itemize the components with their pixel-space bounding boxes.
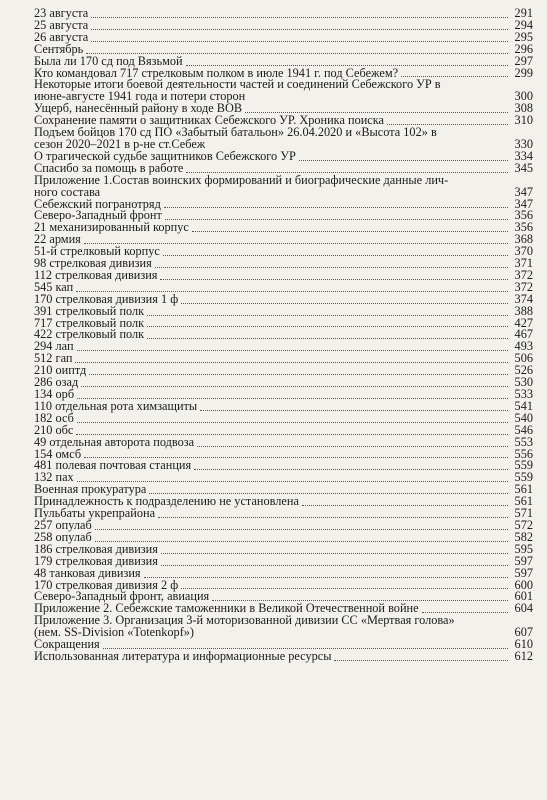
toc-entry <box>34 434 533 449</box>
toc-entry-title-line: Приложение 1.Состав воинских формирований и биографические данные лич- <box>34 172 449 187</box>
dot-leader <box>160 279 508 280</box>
toc-entry-title: 717 стрелковый полк <box>34 315 145 330</box>
toc-entry-page-number: 533 <box>514 387 533 401</box>
toc-entry-title: 170 стрелковая дивизия 2 ф <box>34 577 179 592</box>
toc-entry <box>34 460 533 472</box>
table-of-contents <box>34 8 533 663</box>
toc-entry <box>34 79 533 103</box>
toc-entry-page-number: 356 <box>514 208 533 223</box>
toc-entry-page-number: 356 <box>514 220 533 235</box>
toc-entry-title: 48 танковая дивизия <box>34 565 141 580</box>
toc-entry-page-number: 300 <box>514 89 533 104</box>
dot-leader <box>192 231 508 232</box>
toc-entry-page-number: 612 <box>514 648 533 663</box>
toc-entry-page-number: 556 <box>514 446 533 461</box>
toc-entry-title: Сохранение памяти о защитниках Себежского УР. Хроника поиска <box>34 113 385 128</box>
dot-leader <box>144 577 508 578</box>
toc-entry <box>34 648 533 663</box>
toc-entry-title: 21 механизированный корпус <box>34 220 189 235</box>
toc-entry-page-number: 493 <box>514 339 533 354</box>
toc-entry-page-number: 294 <box>514 17 533 32</box>
toc-entry-title: 25 августа <box>34 17 89 32</box>
toc-entry-title: Северо-Западный фронт, авиация <box>34 589 210 604</box>
toc-entry-title: 512 гап <box>34 351 73 366</box>
toc-entry-page-number: 561 <box>514 482 533 497</box>
toc-entry-title: 134 орб <box>34 387 75 401</box>
toc-entry-page-number: 388 <box>514 303 533 318</box>
toc-entry-page-number: 571 <box>514 506 533 521</box>
toc-entry-title-line: ного состава <box>34 184 101 199</box>
toc-entry-title <box>34 615 511 639</box>
toc-entry-page-number: 597 <box>514 553 533 568</box>
toc-entry-title: Ущерб, нанесённый району в ходе ВОВ <box>34 101 243 116</box>
toc-entry-page-number: 582 <box>514 529 533 544</box>
toc-entry-title: Пульбаты укрепрайона <box>34 506 156 521</box>
toc-entry-title: 22 армия <box>34 232 81 247</box>
toc-entry-page-number: 347 <box>514 196 533 211</box>
toc-entry-title: 49 отдельная авторота подвоза <box>34 434 195 449</box>
toc-entry <box>34 17 533 32</box>
toc-entry-page-number: 296 <box>514 41 533 56</box>
dot-leader <box>155 267 508 268</box>
dot-leader <box>302 505 508 506</box>
toc-entry-title: 186 стрелковая дивизия <box>34 541 158 556</box>
toc-entry-title: 258 опулаб <box>34 529 92 544</box>
dot-leader <box>334 660 508 661</box>
toc-entry <box>34 8 533 20</box>
toc-entry-title: 257 опулаб <box>34 517 92 532</box>
toc-entry <box>34 267 533 282</box>
toc-entry-page-number: 506 <box>514 351 533 366</box>
toc-entry-title: О трагической судьбе защитников Себежского УР <box>34 148 296 163</box>
dot-leader <box>165 219 508 220</box>
toc-entry-title: Кто командовал 717 стрелковым полком в июле 1941 г. под Себежем? <box>34 65 399 80</box>
toc-entry <box>34 222 533 234</box>
toc-entry <box>34 365 533 377</box>
dot-leader <box>91 41 508 42</box>
dot-leader <box>197 446 508 447</box>
toc-entry-title: Была ли 170 сд под Вязьмой <box>34 53 183 68</box>
toc-entry-page-number: 427 <box>514 315 533 330</box>
dot-leader <box>75 362 508 363</box>
toc-entry-page-number: 295 <box>514 29 533 44</box>
toc-entry-title: 182 осб <box>34 410 74 425</box>
toc-entry-title: Принадлежность к подразделению не установлена <box>34 494 299 509</box>
toc-entry-title: 481 полевая почтовая станция <box>34 458 192 473</box>
toc-entry-page-number: 291 <box>514 6 533 20</box>
toc-entry-page-number: 559 <box>514 458 533 473</box>
toc-entry-title <box>34 127 511 151</box>
toc-entry-title: Приложение 2. Себежские таможенники в Великой Отечественной войне <box>34 601 419 616</box>
toc-entry-page-number: 372 <box>514 267 533 282</box>
toc-entry-page-number: 526 <box>514 363 533 378</box>
dot-leader <box>181 588 508 589</box>
dot-leader <box>89 374 508 375</box>
toc-entry-page-number: 368 <box>514 232 533 247</box>
dot-leader <box>95 529 508 530</box>
toc-entry <box>34 517 533 532</box>
toc-entry-page-number: 553 <box>514 434 533 449</box>
toc-entry-title: 391 стрелковый полк <box>34 303 145 318</box>
toc-entry <box>34 29 533 44</box>
toc-entry-title: Себежский погранотряд <box>34 196 161 211</box>
toc-entry-title: 286 озад <box>34 375 79 390</box>
toc-entry <box>34 410 533 425</box>
toc-entry-title: Сентябрь <box>34 41 84 56</box>
dot-leader <box>299 160 508 161</box>
toc-entry-page-number: 572 <box>514 517 533 532</box>
dot-leader <box>163 255 508 256</box>
dot-leader <box>181 303 508 304</box>
dot-leader <box>161 553 508 554</box>
toc-entry-page-number: 310 <box>514 113 533 128</box>
toc-entry-title: 23 августа <box>34 6 89 20</box>
dot-leader <box>91 17 508 18</box>
dot-leader <box>81 386 508 387</box>
dot-leader <box>161 565 508 566</box>
toc-entry-page-number: 607 <box>514 625 533 640</box>
toc-entry-title: Сокращения <box>34 637 100 652</box>
toc-entry-page-number: 297 <box>514 53 533 68</box>
toc-entry-page-number: 604 <box>514 601 533 616</box>
toc-entry <box>34 329 533 341</box>
toc-entry-title: 179 стрелковая дивизия <box>34 553 158 568</box>
toc-entry <box>34 377 533 389</box>
toc-entry-page-number: 541 <box>514 398 533 413</box>
dot-leader <box>77 350 508 351</box>
toc-entry <box>34 127 533 151</box>
toc-entry <box>34 615 533 639</box>
toc-entry <box>34 341 533 353</box>
toc-entry-title: 26 августа <box>34 29 89 44</box>
toc-entry-page-number: 601 <box>514 589 533 604</box>
dot-leader <box>200 410 508 411</box>
toc-entry-title: 132 пах <box>34 470 74 485</box>
toc-entry-page-number: 347 <box>514 184 533 199</box>
toc-entry-title: Северо-Западный фронт <box>34 208 162 223</box>
toc-entry-title: Спасибо за помощь в работе <box>34 160 184 175</box>
toc-entry-title: 112 стрелковая дивизия <box>34 267 158 282</box>
toc-entry-title: Использованная литература и информационные ресурсы <box>34 648 332 663</box>
toc-entry-title: 110 отдельная рота химзащиты <box>34 398 198 413</box>
toc-entry-title: 210 обс <box>34 422 74 437</box>
dot-leader <box>147 338 508 339</box>
toc-entry-title-line: Приложение 3. Организация 3-й моторизованной дивизии СС «Мертвая голова» <box>34 613 455 628</box>
toc-entry <box>34 353 533 365</box>
toc-entry-title <box>34 79 511 103</box>
toc-entry-page-number: 530 <box>514 375 533 390</box>
toc-entry-title: 154 омсб <box>34 446 82 461</box>
toc-entry-page-number: 371 <box>514 256 533 271</box>
toc-entry-title <box>34 172 511 199</box>
toc-entry-page-number: 559 <box>514 470 533 485</box>
toc-entry-page-number: 597 <box>514 565 533 580</box>
toc-entry-page-number: 334 <box>514 148 533 163</box>
toc-entry-page-number: 595 <box>514 541 533 556</box>
toc-entry-page-number: 467 <box>514 327 533 342</box>
dot-leader <box>147 326 508 327</box>
toc-entry-title-line: июне-августе 1941 года и потери сторон <box>34 89 246 104</box>
toc-entry-title: Военная прокуратура <box>34 482 147 497</box>
dot-leader <box>194 469 508 470</box>
toc-entry <box>34 172 533 199</box>
toc-entry-title-line: Подъем бойцов 170 сд ПО «Забытый батальон» 26.04.2020 и «Высота 102» в <box>34 125 437 140</box>
toc-entry-title-line: Некоторые итоги боевой деятельности частей и соединений Себежского УР в <box>34 77 441 92</box>
toc-entry-page-number: 610 <box>514 637 533 652</box>
toc-entry-title: 422 стрелковый полк <box>34 327 145 342</box>
toc-entry-title: 294 лап <box>34 339 74 354</box>
toc-entry-title-line: (нем. SS-Division «Totenkopf») <box>34 625 195 640</box>
toc-entry-page-number: 546 <box>514 422 533 437</box>
toc-entry-page-number: 330 <box>514 136 533 151</box>
toc-entry <box>34 508 533 520</box>
toc-entry-page-number: 370 <box>514 244 533 259</box>
toc-entry-title-line: сезон 2020–2021 в р-не ст.Себеж <box>34 136 206 151</box>
toc-entry-page-number: 345 <box>514 160 533 175</box>
dot-leader <box>164 207 508 208</box>
toc-entry-page-number: 308 <box>514 101 533 116</box>
toc-entry-title: 98 стрелковая дивизия <box>34 256 152 271</box>
toc-entry-page-number: 299 <box>514 65 533 80</box>
dot-leader <box>158 517 508 518</box>
toc-entry-page-number: 600 <box>514 577 533 592</box>
dot-leader <box>147 315 508 316</box>
toc-entry-page-number: 561 <box>514 494 533 509</box>
toc-entry-page-number: 374 <box>514 291 533 306</box>
toc-entry-title: 51-й стрелковый корпус <box>34 244 160 259</box>
dot-leader <box>91 29 508 30</box>
toc-entry-page-number: 372 <box>514 279 533 294</box>
toc-entry-title: 170 стрелковая дивизия 1 ф <box>34 291 179 306</box>
toc-entry <box>34 398 533 413</box>
dot-leader <box>77 422 508 423</box>
toc-entry-title: 545 кап <box>34 279 74 294</box>
toc-entry-title: 210 оиптд <box>34 363 87 378</box>
toc-entry-page-number: 540 <box>514 410 533 425</box>
